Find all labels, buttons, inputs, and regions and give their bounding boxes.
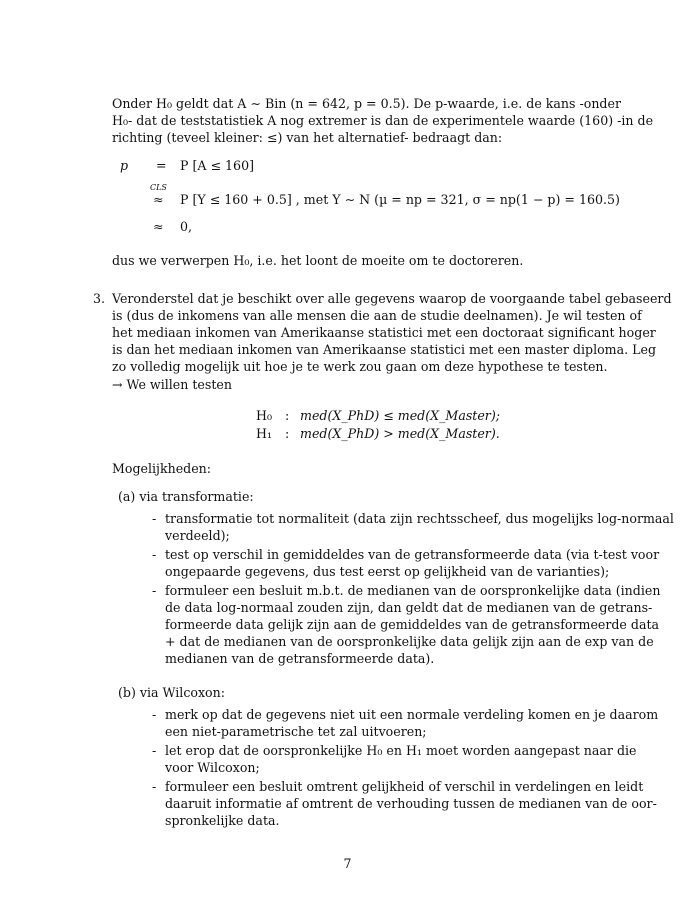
equation-rhs-2: P [Y ≤ 160 + 0.5] , met Y ∼ N (µ = np = 321, σ = np(1 − p) = 160.5) (180, 192, 620, 207)
item-3-number: 3. (93, 291, 106, 306)
item-3-line-4: is dan het mediaan inkomen van Amerikaanse statistici met een master diploma. Leg (112, 342, 657, 357)
equation-equals: = (156, 158, 167, 173)
hypothesis-h1-label: H₁ (256, 426, 273, 441)
option-a-bullet-3-line-3: formeerde data gelijk zijn aan de gemiddeldes van de getransformeerde data (165, 617, 660, 632)
equation-rhs-3: 0, (180, 219, 193, 234)
item-3-line-5: zo volledig mogelijk uit hoe je te werk zou gaan om deze hypothese te testen. (112, 359, 608, 374)
option-b-bullet-3-line-2: daaruit informatie af omtrent de verhouding tussen de medianen van de oor- (165, 796, 657, 811)
item-3-line-1: Veronderstel dat je beschikt over alle gegevens waarop de voorgaande tabel gebaseerd (112, 291, 672, 306)
option-a-bullet-1-line-1: transformatie tot normaliteit (data zijn rechtsscheef, dus mogelijks log-normaal (165, 511, 674, 526)
cls-label: CLS (150, 183, 167, 192)
option-b-bullet-1-line-1: merk op dat de gegevens niet uit een normale verdeling komen en je daarom (165, 707, 659, 722)
item-3-arrow-text: → We willen testen (112, 377, 232, 392)
option-b-bullet-2-line-2: voor Wilcoxon; (165, 760, 260, 775)
equation-rhs-1: P [A ≤ 160] (180, 158, 254, 173)
hypothesis-h1-statement: med(X_PhD) > med(X_Master). (300, 426, 500, 441)
page-number: 7 (343, 856, 352, 871)
conclusion-text: dus we verwerpen H₀, i.e. het loont de moeite om te doctoreren. (112, 253, 524, 268)
option-b-bullet-1-line-2: een niet-parametrische tet zal uitvoeren; (165, 724, 427, 739)
option-a-bullet-2-line-1: test op verschil in gemiddeldes van de getransformeerde data (via t-test voor (165, 547, 660, 562)
option-a-bullet-2-line-2: ongepaarde gegevens, dus test eerst op gelijkheid van de varianties); (165, 564, 610, 579)
option-a-bullet-2-dash: - (152, 547, 157, 562)
option-a-bullet-3-dash: - (152, 583, 157, 598)
option-a-bullet-1-dash: - (152, 511, 157, 526)
option-a-bullet-3-line-1: formuleer een besluit m.b.t. de medianen van de oorspronkelijke data (indien (165, 583, 661, 598)
intro-line-1: Onder H₀ geldt dat A ∼ Bin (n = 642, p = 0.5). De p-waarde, i.e. de kans -onder (112, 96, 621, 111)
option-b-bullet-3-line-1: formuleer een besluit omtrent gelijkheid of verschil in verdelingen en leidt (165, 779, 644, 794)
equation-approx-2: ≈ (153, 219, 164, 234)
item-3-line-2: is (dus de inkomens van alle mensen die aan de studie deelnamen). Je wil testen of (112, 308, 642, 323)
hypothesis-h0-statement: med(X_PhD) ≤ med(X_Master); (300, 408, 500, 423)
hypothesis-h0-label: H₀ (256, 408, 273, 423)
intro-line-2: H₀- dat de teststatistiek A nog extremer is dan de experimentele waarde (160) -in de (112, 113, 654, 128)
option-b-bullet-3-line-3: spronkelijke data. (165, 813, 280, 828)
option-b-bullet-2-dash: - (152, 743, 157, 758)
equation-p: p (120, 158, 129, 173)
option-b-bullet-3-dash: - (152, 779, 157, 794)
mogelijkheden-heading: Mogelijkheden: (112, 461, 212, 476)
hypothesis-h0-colon: : (285, 408, 290, 423)
intro-line-3: richting (teveel kleiner: ≤) van het alternatief- bedraagt dan: (112, 130, 503, 145)
option-a-bullet-3-line-2: de data log-normaal zouden zijn, dan geldt dat de medianen van de getrans- (165, 600, 653, 615)
equation-approx-1: ≈ (153, 192, 164, 207)
option-a-bullet-3-line-4: + dat de medianen van de oorspronkelijke data gelijk zijn aan de exp van de (165, 634, 654, 649)
option-b-bullet-1-dash: - (152, 707, 157, 722)
option-a-bullet-1-line-2: verdeeld); (165, 528, 230, 543)
hypothesis-h1-colon: : (285, 426, 290, 441)
option-b-label: (b) via Wilcoxon: (118, 685, 225, 700)
option-a-label: (a) via transformatie: (118, 489, 254, 504)
item-3-line-3: het mediaan inkomen van Amerikaanse statistici met een doctoraat significant hoger (112, 325, 656, 340)
option-a-bullet-3-line-5: medianen van de getransformeerde data). (165, 651, 435, 666)
option-b-bullet-2-line-1: let erop dat de oorspronkelijke H₀ en H₁ moet worden aangepast naar die (165, 743, 637, 758)
